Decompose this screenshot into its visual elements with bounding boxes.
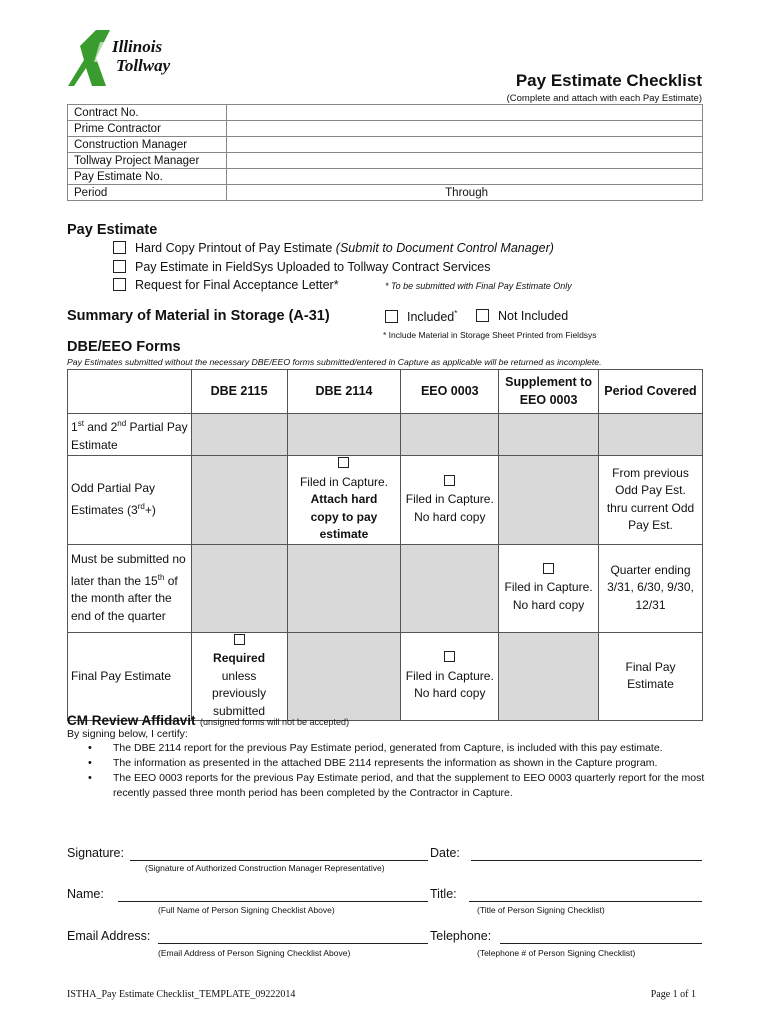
dbe-warning: Pay Estimates submitted without the necessary DBE/EEO forms submitted/entered in Capture as applicable will be returned as incomplete.: [67, 357, 602, 367]
construction-manager-field[interactable]: [227, 137, 703, 153]
cell-shaded: [191, 544, 287, 632]
info-label: Tollway Project Manager: [68, 153, 227, 169]
telephone-field[interactable]: [500, 943, 702, 944]
included-checkbox[interactable]: [385, 310, 398, 323]
row-label-final: Final Pay Estimate: [68, 632, 192, 721]
info-label: Prime Contractor: [68, 121, 227, 137]
signature-field[interactable]: [130, 860, 428, 861]
date-label: Date:: [430, 846, 460, 860]
cell-supplement-quarterly: Filed in Capture. No hard copy: [499, 544, 599, 632]
pay-estimate-heading: Pay Estimate: [67, 222, 158, 238]
dbe-2115-final-checkbox[interactable]: [234, 634, 245, 645]
title-field[interactable]: [469, 901, 702, 902]
name-field[interactable]: [118, 901, 428, 902]
table-row: [68, 632, 703, 721]
eeo-0003-final-checkbox[interactable]: [444, 651, 455, 662]
cell-shaded: [401, 414, 499, 456]
list-item: • The DBE 2114 report for the previous Pay Estimate period, generated from Capture, is included with this pay estimate.: [86, 741, 706, 756]
included-label: Included: [407, 310, 455, 325]
period-field[interactable]: Through: [227, 185, 703, 201]
cell-shaded: [287, 544, 401, 632]
hard-copy-checkbox[interactable]: [113, 241, 126, 254]
col-eeo-0003: EEO 0003: [401, 370, 499, 414]
info-label: Period: [68, 185, 227, 201]
info-label: Construction Manager: [68, 137, 227, 153]
final-letter-checkbox[interactable]: [113, 278, 126, 291]
supplement-quarterly-checkbox[interactable]: [543, 563, 554, 574]
header-blank: [68, 370, 192, 414]
name-label: Name:: [67, 887, 104, 901]
storage-included-option: [385, 309, 457, 324]
email-caption: (Email Address of Person Signing Checklist Above): [158, 948, 351, 958]
final-letter-note: * To be submitted with Final Pay Estimate Only: [385, 281, 572, 291]
hard-copy-note: (Submit to Document Control Manager): [335, 241, 554, 255]
telephone-caption: (Telephone # of Person Signing Checklist): [477, 948, 636, 958]
row-label-quarterly: Must be submitted no later than the 15th of the month after the end of the quarter: [68, 544, 192, 632]
col-period-covered: Period Covered: [599, 370, 703, 414]
cell-period-final: Final Pay Estimate: [599, 632, 703, 721]
hard-copy-label: Hard Copy Printout of Pay Estimate: [135, 241, 336, 255]
title-caption: (Title of Person Signing Checklist): [477, 905, 605, 915]
pay-estimate-item-hard-copy: [113, 241, 554, 255]
col-supplement-eeo: Supplement to EEO 0003: [499, 370, 599, 414]
fieldsys-checkbox[interactable]: [113, 260, 126, 273]
footer-template-id: ISTHA_Pay Estimate Checklist_TEMPLATE_09222014: [67, 989, 296, 1000]
pay-estimate-item-final-letter: [113, 278, 339, 292]
cell-period-odd: From previous Odd Pay Est. thru current Odd Pay Est.: [599, 456, 703, 545]
email-label: Email Address:: [67, 929, 151, 943]
cell-eeo-0003-final: Filed in Capture. No hard copy: [401, 632, 499, 721]
not-included-checkbox[interactable]: [476, 309, 489, 322]
col-dbe-2114: DBE 2114: [287, 370, 401, 414]
name-caption: (Full Name of Person Signing Checklist Above): [158, 905, 335, 915]
email-field[interactable]: [158, 943, 428, 944]
table-row: [68, 456, 703, 545]
eeo-0003-odd-checkbox[interactable]: [444, 475, 455, 486]
list-item: • The EEO 0003 reports for the previous Pay Estimate period, and that the supplement to EEO 0003 quarterly report for the most recently passed three month period has been completed by the Contractor in Capture.: [86, 771, 706, 801]
fieldsys-label: Pay Estimate in FieldSys Uploaded to Tollway Contract Services: [135, 260, 491, 274]
table-row: [68, 544, 703, 632]
cell-period-quarterly: Quarter ending 3/31, 6/30, 9/30, 12/31: [599, 544, 703, 632]
info-row: [68, 105, 703, 121]
cell-shaded: [599, 414, 703, 456]
cell-shaded: [499, 632, 599, 721]
table-row: [68, 414, 703, 456]
footer-page-number: Page 1 of 1: [650, 989, 696, 1000]
contract-info-table: [67, 104, 703, 201]
cell-dbe-2115-final: Required unless previously submitted: [191, 632, 287, 721]
pay-estimate-item-fieldsys: [113, 260, 490, 274]
tollway-project-manager-field[interactable]: [227, 153, 703, 169]
storage-heading: Summary of Material in Storage (A-31): [67, 308, 330, 324]
row-label-first-second: 1st and 2nd Partial Pay Estimate: [68, 414, 192, 456]
cell-eeo-0003-odd: Filed in Capture. No hard copy: [401, 456, 499, 545]
included-mark: *: [454, 309, 458, 318]
telephone-label: Telephone:: [430, 929, 492, 943]
affidavit-note: (unsigned forms will not be accepted): [199, 717, 350, 727]
prime-contractor-field[interactable]: [227, 121, 703, 137]
logo-line2: Tollway: [116, 56, 171, 75]
info-label: Contract No.: [68, 105, 227, 121]
logo-line1: Illinois: [112, 37, 163, 56]
signature-caption: (Signature of Authorized Construction Manager Representative): [145, 863, 385, 873]
info-row: [68, 169, 703, 185]
info-row: [68, 153, 703, 169]
not-included-label: Not Included: [498, 309, 569, 323]
page-title: Pay Estimate Checklist: [515, 71, 702, 90]
info-row: [68, 121, 703, 137]
cell-shaded: [191, 456, 287, 545]
storage-not-included-option: [476, 309, 568, 323]
list-item: • The information as presented in the attached DBE 2114 represents the information as shown in the Capture program.: [86, 756, 706, 771]
page-subtitle: (Complete and attach with each Pay Estimate): [506, 93, 702, 104]
storage-note: * Include Material in Storage Sheet Printed from Fieldsys: [383, 330, 597, 340]
cell-shaded: [287, 414, 401, 456]
pay-estimate-no-field[interactable]: [227, 169, 703, 185]
cell-shaded: [499, 414, 599, 456]
cell-shaded: [191, 414, 287, 456]
info-label: Pay Estimate No.: [68, 169, 227, 185]
table-header-row: [68, 370, 703, 414]
affidavit-intro: By signing below, I certify:: [67, 728, 188, 740]
info-row: [68, 185, 703, 201]
dbe-2114-odd-checkbox[interactable]: [338, 457, 349, 468]
affidavit-heading: CM Review Affidavit: [67, 713, 196, 728]
dbe-heading: DBE/EEO Forms: [67, 339, 181, 355]
date-field[interactable]: [471, 860, 702, 861]
signature-label: Signature:: [67, 846, 124, 860]
cell-shaded: [401, 544, 499, 632]
affidavit-list: [86, 741, 706, 801]
title-label: Title:: [430, 887, 457, 901]
col-dbe-2115: DBE 2115: [191, 370, 287, 414]
dbe-eeo-table: [67, 369, 703, 721]
contract-no-field[interactable]: [227, 105, 703, 121]
row-label-odd-partial: Odd Partial Pay Estimates (3rd+): [68, 456, 192, 545]
cell-dbe-2114-odd: Filed in Capture. Attach hard copy to pay estimate: [287, 456, 401, 545]
cell-shaded: [499, 456, 599, 545]
info-row: [68, 137, 703, 153]
final-letter-label: Request for Final Acceptance Letter*: [135, 278, 339, 292]
cell-shaded: [287, 632, 401, 721]
illinois-tollway-logo: [66, 28, 216, 90]
